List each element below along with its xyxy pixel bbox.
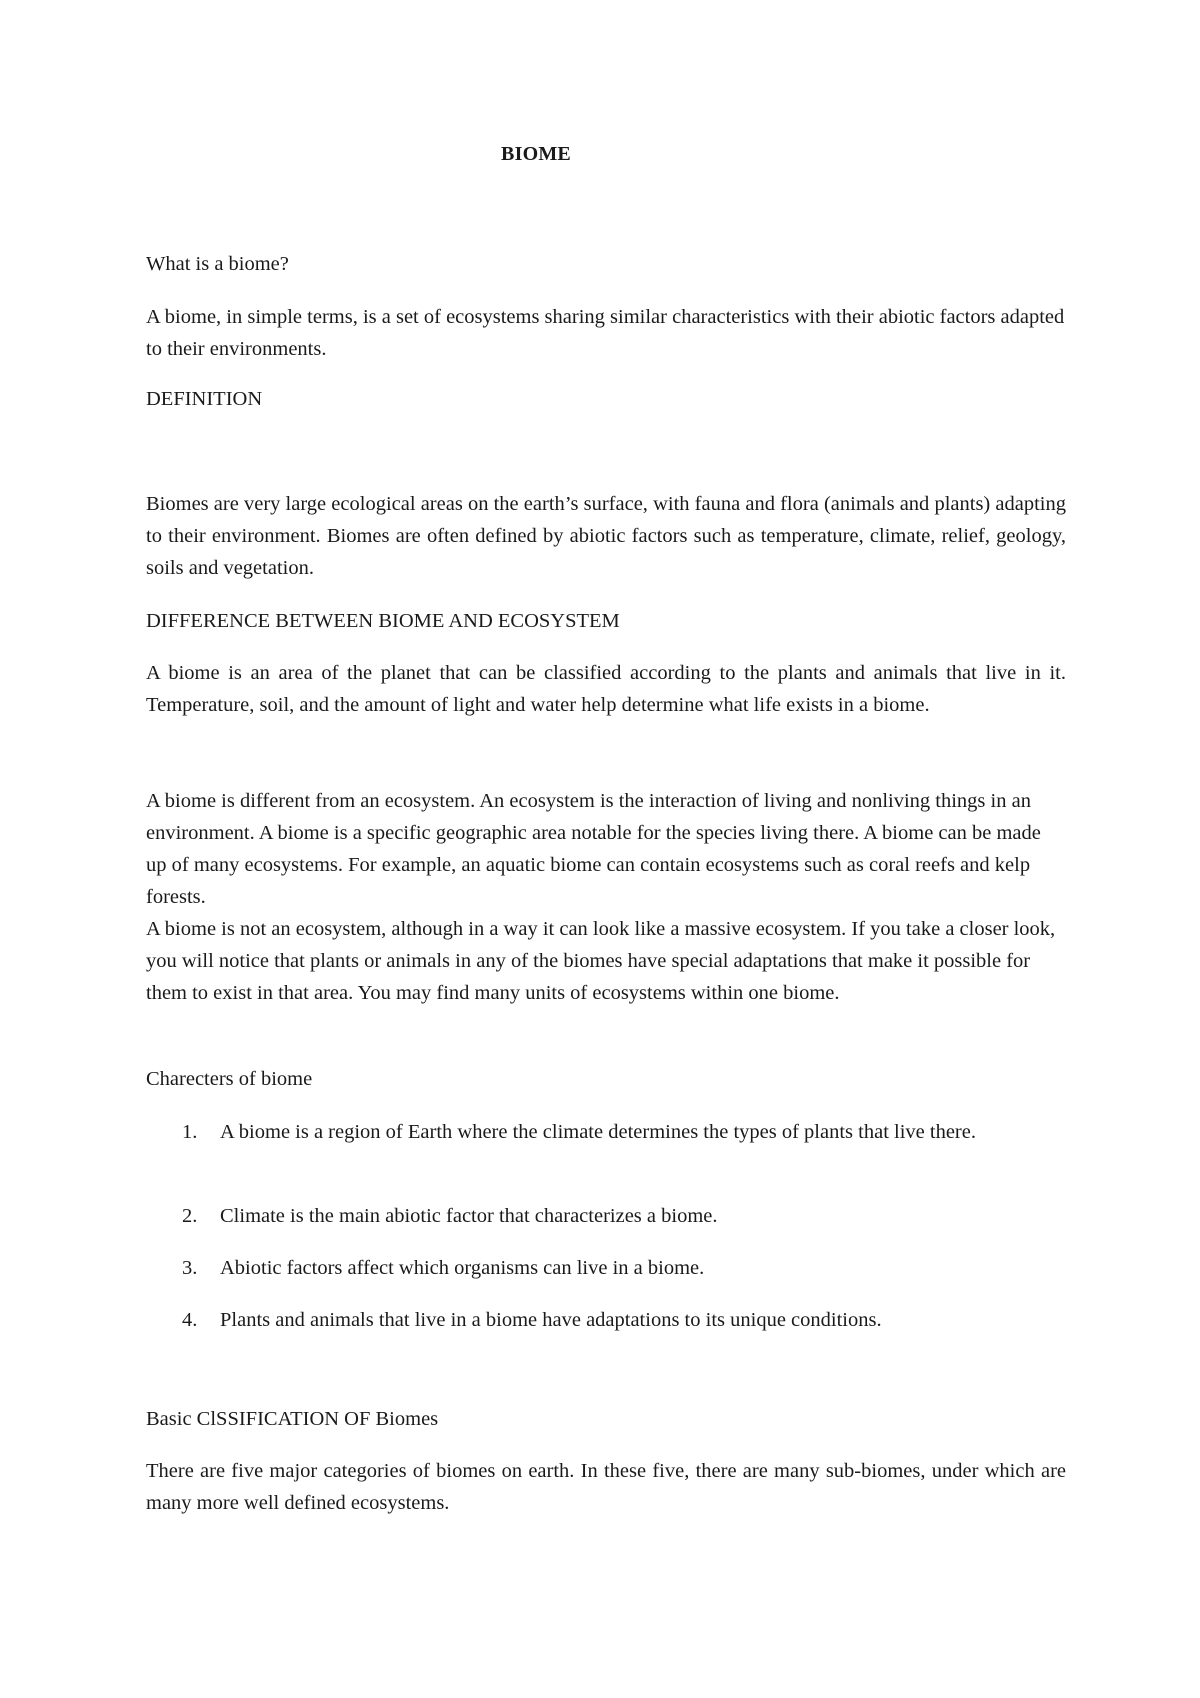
classification-paragraph: There are five major categories of biomes on earth. In these five, there are many sub-biomes, under which are many more well defined ecosystems. xyxy=(146,1460,1066,1514)
characters-heading: Charecters of biome xyxy=(146,1068,313,1090)
document-title: BIOME xyxy=(501,143,571,165)
list-item-text: A biome is a region of Earth where the climate determines the types of plants that live there. xyxy=(220,1121,976,1143)
difference-paragraph-1: A biome is an area of the planet that can be classified according to the plants and animals that live in it. Temperature, soil, and the amount of light and water help determine what life exists in a biome. xyxy=(146,662,1066,716)
difference-paragraph-2: A biome is different from an ecosystem. An ecosystem is the interaction of living and nonliving things in an environment. A biome is a specific geographic area notable for the species living there. A biome can be made up of many ecosystems. For example, an aquatic biome can contain ecosystems such as coral reefs and kelp forests. xyxy=(146,790,1041,908)
list-item-number: 3. xyxy=(182,1257,198,1279)
intro-paragraph: A biome, in simple terms, is a set of ecosystems sharing similar characteristics with their abiotic factors adapted to their environments. xyxy=(146,306,1065,360)
question-heading: What is a biome? xyxy=(146,253,289,275)
list-item-text: Abiotic factors affect which organisms can live in a biome. xyxy=(220,1257,705,1279)
classification-heading: Basic ClSSIFICATION OF Biomes xyxy=(146,1408,439,1430)
list-item-text: Climate is the main abiotic factor that characterizes a biome. xyxy=(220,1205,718,1227)
list-item-number: 1. xyxy=(182,1121,198,1143)
difference-heading: DIFFERENCE BETWEEN BIOME AND ECOSYSTEM xyxy=(146,610,620,632)
definition-heading: DEFINITION xyxy=(146,388,263,410)
list-item-text: Plants and animals that live in a biome have adaptations to its unique conditions. xyxy=(220,1309,882,1331)
definition-paragraph: Biomes are very large ecological areas on the earth’s surface, with fauna and flora (animals and plants) adapting to their environment. Biomes are often defined by abiotic factors such as temperature, climate, relief, geology, soils and vegetation. xyxy=(146,493,1066,579)
difference-paragraph-3: A biome is not an ecosystem, although in a way it can look like a massive ecosystem. If you take a closer look, you will notice that plants or animals in any of the biomes have special adaptations that make it possible for them to exist in that area. You may find many units of ecosystems within one biome. xyxy=(146,918,1056,1004)
list-item-number: 4. xyxy=(182,1309,198,1331)
list-item-number: 2. xyxy=(182,1205,198,1227)
